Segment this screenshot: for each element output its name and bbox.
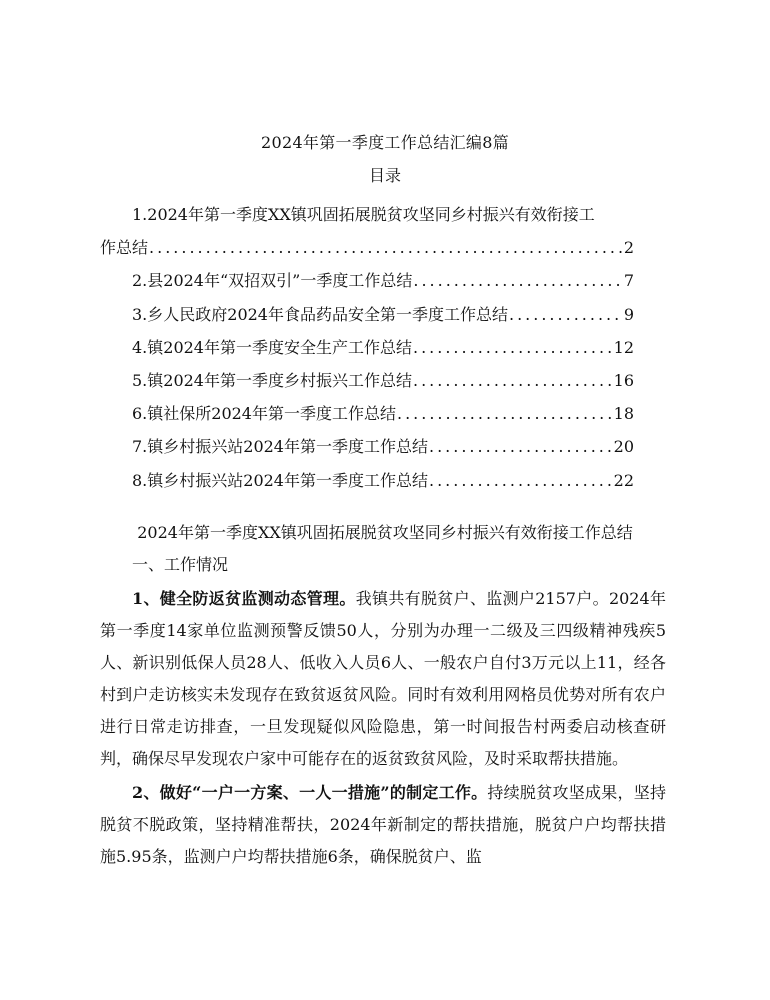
toc-entry-text: 4.镇2024年第一季度安全生产工作总结 — [132, 337, 412, 357]
toc-leader-dots — [429, 464, 612, 497]
paragraph-1 — [100, 583, 666, 775]
document-title: 2024年第一季度工作总结汇编8篇 — [261, 133, 509, 152]
toc-page-number: 18 — [613, 404, 634, 424]
toc-page-number: 7 — [623, 271, 634, 291]
toc-page-number: 22 — [613, 470, 634, 490]
toc-page-number: 9 — [623, 304, 634, 324]
table-of-contents — [100, 198, 634, 497]
toc-entry-1[interactable] — [100, 198, 634, 264]
toc-entry-text: 2.县2024年“双招双引”一季度工作总结 — [132, 271, 413, 291]
toc-leader-dots — [429, 430, 612, 463]
toc-page-number: 16 — [613, 371, 634, 391]
paragraph-2 — [100, 777, 666, 873]
toc-entry-6[interactable] — [100, 397, 634, 430]
toc-leader-dots — [149, 231, 622, 264]
toc-entry-5[interactable] — [100, 364, 634, 397]
toc-entry-3[interactable] — [100, 298, 634, 331]
toc-entry-text: 6.镇社保所2024年第一季度工作总结 — [132, 404, 396, 424]
toc-entry-text-line2: 作总结 — [100, 238, 149, 258]
toc-entry-4[interactable] — [100, 331, 634, 364]
section-subheading: 一、工作情况 — [132, 555, 229, 574]
toc-leader-dots — [509, 298, 622, 331]
paragraph-body: 持续脱贫攻坚成果，坚持脱贫不脱政策，坚持精准帮扶，2024年新制定的帮扶措施，脱贫户户均帮扶措施5.95条，监测户户均帮扶措施6条，确保脱贫户、监 — [100, 783, 666, 866]
toc-entry-text: 7.镇乡村振兴站2024年第一季度工作总结 — [132, 437, 428, 457]
toc-entry-7[interactable] — [100, 430, 634, 463]
toc-leader-dots — [413, 364, 612, 397]
toc-entry-2[interactable] — [100, 264, 634, 297]
toc-heading: 目录 — [368, 166, 401, 185]
paragraph-lead: 2、做好“一户一方案、一人一措施”的制定工作。 — [132, 783, 488, 802]
section-title: 2024年第一季度XX镇巩固拓展脱贫攻坚同乡村振兴有效衔接工作总结 — [137, 523, 633, 542]
toc-entry-text-line1: 1.2024年第一季度XX镇巩固拓展脱贫攻坚同乡村振兴有效衔接工 — [132, 205, 595, 224]
paragraph-body: 我镇共有脱贫户、监测户2157户。2024年第一季度14家单位监测预警反馈50人，分别为办理一二级及三四级精神残疾5人、新识别低保人员28人、低收入人员6人、一般农户自付3万元以上11，经各村到户走访核实未发现存在致贫返贫风险。同时有效利用网格员优势对所有农户进行日常走访排查，一旦发现疑似风险隐患，第一时间报告村两委启动核查研判，确保尽早发现农户家中可能存在的返贫致贫风险，及时采取帮扶措施。 — [100, 589, 666, 768]
paragraph-lead: 1、健全防返贫监测动态管理。 — [132, 589, 356, 608]
toc-page-number: 12 — [613, 337, 634, 357]
section-body — [100, 549, 666, 873]
toc-leader-dots — [413, 331, 612, 364]
toc-entry-8[interactable] — [100, 464, 634, 497]
toc-page-number: 20 — [613, 437, 634, 457]
toc-leader-dots — [413, 264, 621, 297]
toc-leader-dots — [397, 397, 612, 430]
toc-entry-text: 3.乡人民政府2024年食品药品安全第一季度工作总结 — [132, 304, 508, 324]
toc-entry-text: 8.镇乡村振兴站2024年第一季度工作总结 — [132, 470, 428, 490]
toc-page-number: 2 — [623, 238, 634, 258]
toc-entry-text: 5.镇2024年第一季度乡村振兴工作总结 — [132, 371, 412, 391]
